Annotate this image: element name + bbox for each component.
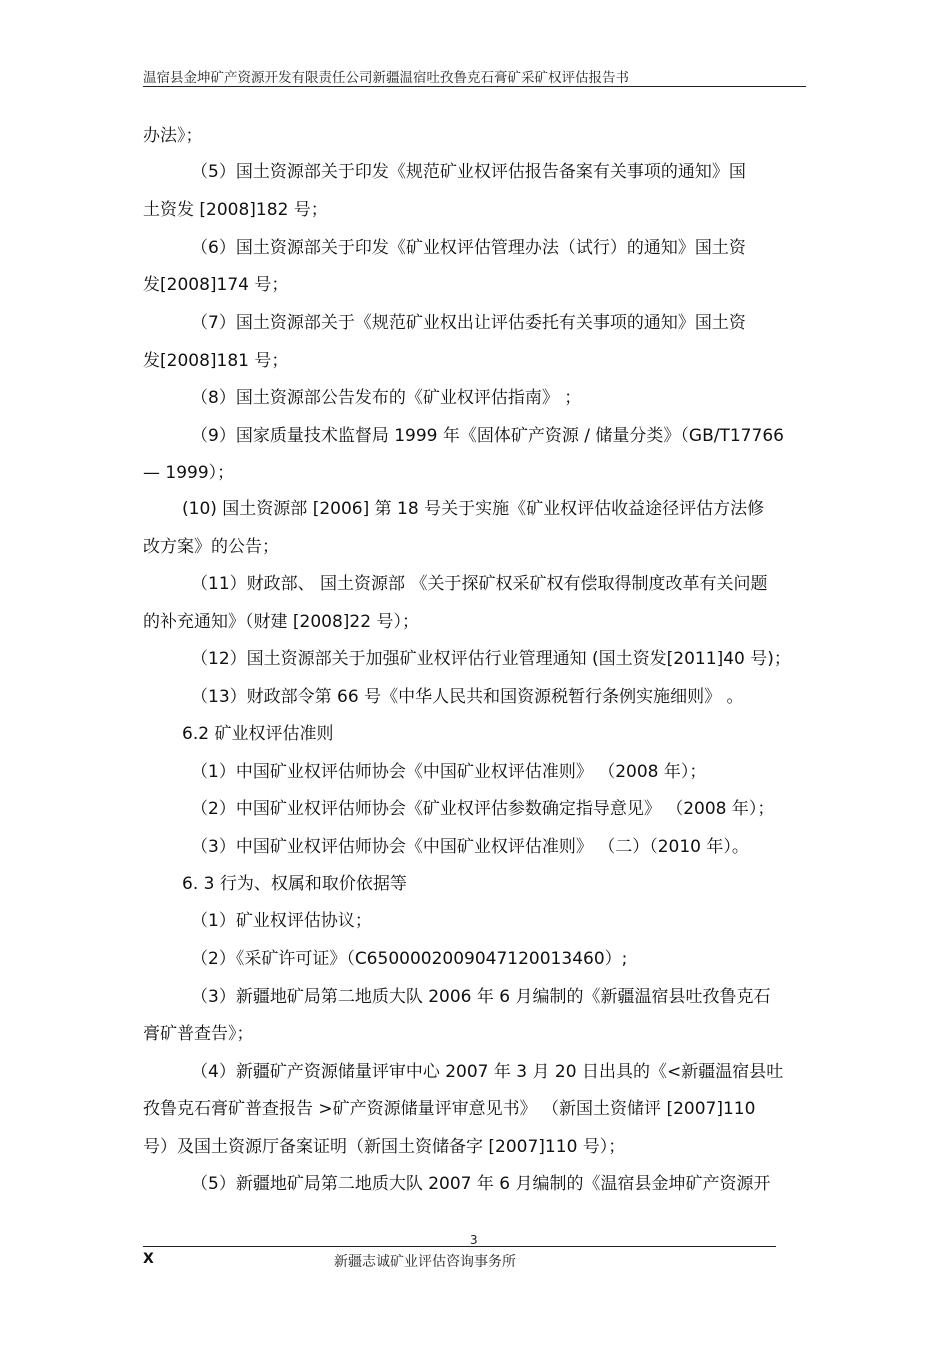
text-line: （2）中国矿业权评估师协会《矿业权评估参数确定指导意见》 （2008 年）；: [191, 799, 775, 819]
section-heading: 6.2 矿业权评估准则: [182, 724, 334, 744]
footer-organization: 新疆志诚矿业评估咨询事务所: [334, 1254, 516, 1270]
text-line: 的补充通知》（财建 [2008]22 号）；: [143, 612, 419, 632]
text-line: 膏矿普查告》；: [143, 1024, 254, 1044]
footer-divider: [143, 1246, 776, 1247]
text-line: （7）国土资源部关于《规范矿业权出让评估委托有关事项的通知》国土资: [191, 313, 746, 333]
text-line: — 1999）；: [143, 463, 235, 483]
text-line: （9）国家质量技术监督局 1999 年《固体矿产资源 / 储量分类》（GB/T17766: [191, 426, 784, 446]
text-line: 号）及国土资源厅备案证明（新国土资储备字 [2007]110 号）；: [143, 1137, 626, 1157]
text-line: 改方案》的公告；: [143, 537, 279, 557]
text-line: （4）新疆矿产资源储量评审中心 2007 年 3 月 20 日出具的《<新疆温宿县吐: [191, 1062, 784, 1082]
text-line: （3）新疆地矿局第二地质大队 2006 年 6 月编制的《新疆温宿县吐孜鲁克石: [191, 987, 771, 1007]
text-line: (10) 国土资源部 [2006] 第 18 号关于实施《矿业权评估收益途径评估方法修: [182, 499, 765, 519]
text-line: 土资发 [2008]182 号；: [143, 200, 328, 220]
section-heading: 6. 3 行为、权属和取价依据等: [182, 874, 407, 894]
text-line: 发[2008]181 号；: [143, 351, 289, 371]
text-line: （6）国土资源部关于印发《矿业权评估管理办法（试行）的通知》国土资: [191, 238, 746, 258]
footer-mark: X: [143, 1251, 154, 1267]
text-line: （5）国土资源部关于印发《规范矿业权评估报告备案有关事项的通知》国: [191, 162, 746, 182]
text-line: （5）新疆地矿局第二地质大队 2007 年 6 月编制的《温宿县金坤矿产资源开: [191, 1174, 771, 1194]
text-line: （3）中国矿业权评估师协会《中国矿业权评估准则》 （二）（2010 年）。: [191, 837, 749, 857]
text-line: （2）《采矿许可证》（C6500002009047120013460）;: [191, 949, 628, 969]
text-line: （8）国土资源部公告发布的《矿业权评估指南》 ；: [191, 388, 582, 408]
text-line: （12）国土资源部关于加强矿业权评估行业管理通知 (国土资发[2011]40 号)；: [191, 649, 791, 669]
text-line: 发[2008]174 号；: [143, 275, 289, 295]
running-header: 温宿县金坤矿产资源开发有限责任公司新疆温宿吐孜鲁克石膏矿采矿权评估报告书: [143, 70, 629, 86]
text-line: （1）矿业权评估协议；: [191, 911, 372, 931]
text-line: （11）财政部、 国土资源部 《关于探矿权采矿权有偿取得制度改革有关问题: [191, 574, 768, 594]
text-line: 孜鲁克石膏矿普查报告 >矿产资源储量评审意见书》 （新国土资储评 [2007]110: [143, 1099, 756, 1119]
text-line: 办法》；: [143, 126, 203, 146]
text-line: （1）中国矿业权评估师协会《中国矿业权评估准则》 （2008 年）；: [191, 762, 707, 782]
page-number: 3: [470, 1233, 478, 1247]
header-divider: [143, 86, 806, 87]
text-line: （13）财政部令第 66 号《中华人民共和国资源税暂行条例实施细则》 。: [191, 687, 744, 707]
